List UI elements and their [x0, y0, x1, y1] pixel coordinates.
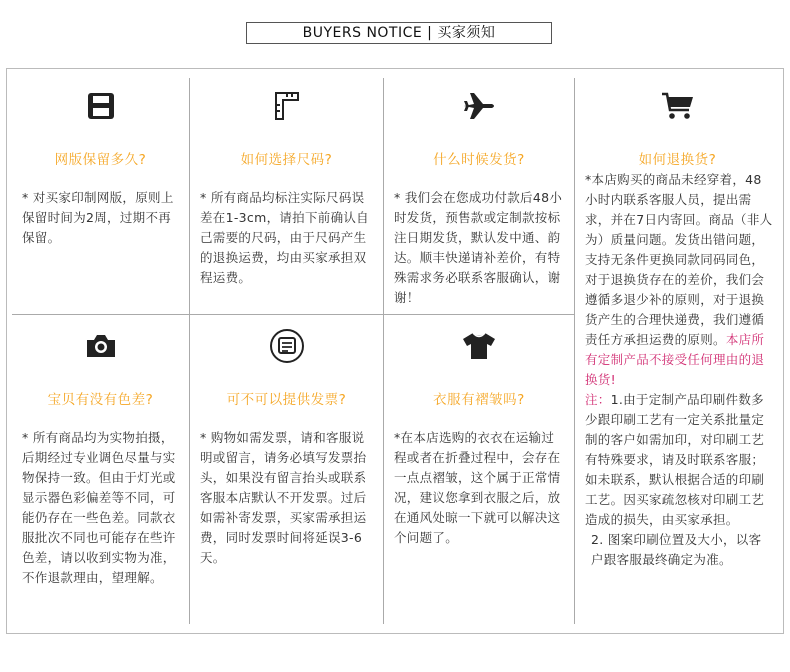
cell-title: 宝贝有没有色差?	[47, 392, 154, 408]
shopping-cart-icon	[575, 86, 780, 126]
cell-title: 如何选择尺码?	[240, 152, 333, 168]
note-label: 注：	[585, 392, 611, 407]
notes	[585, 390, 774, 570]
ruler-icon	[190, 86, 383, 126]
cell-body-wrap	[585, 170, 774, 570]
cell-body: * 所有商品均标注实际尺码误差在1-3cm，请拍下前确认自己需要的尺码，由于尺码产生的退换运费，均由买家承担双程运费。	[200, 190, 369, 285]
divider	[12, 314, 574, 315]
cell-title: 可不可以提供发票?	[226, 392, 347, 408]
notice-cell-plate-retention	[12, 86, 189, 306]
airplane-icon	[384, 86, 574, 126]
note-item: 2. 图案印刷位置及大小，以客户跟客服最终确定为准。	[591, 532, 762, 567]
cell-body: * 购物如需发票，请和客服说明或留言，请务必填写发票抬头，如果没有留言抬头或联系客服本店默认不开发票。过后如需补寄发票，买家需承担运费，同时发票时间将延误3-6天。	[200, 430, 367, 565]
note-item: 1.由于定制产品印刷件数多少跟印刷工艺有一定关系批量定制的客户如需加印，对印刷工艺有特殊要求，请及时联系客服；如未联系，默认根据合适的印刷工艺。因买家疏忽核对印刷工艺造成的损失，由买家承担。	[585, 392, 765, 527]
notice-cell-returns	[575, 86, 780, 626]
notice-cell-size	[190, 86, 383, 306]
notice-cell-wrinkles	[384, 326, 574, 626]
camera-icon	[12, 326, 189, 366]
tshirt-icon	[384, 326, 574, 366]
cell-body: *在本店选购的衣衣在运输过程或者在折叠过程中，会存在一点点褶皱，这个属于正常情况，建议您拿到衣服之后，放在通风处晾一下就可以解决这个问题了。	[394, 430, 561, 545]
notice-cell-shipping	[384, 86, 574, 306]
cell-body: * 对买家印制网版，原则上保留时间为2周，过期不再保留。	[22, 190, 174, 245]
cell-title: 衣服有褶皱吗?	[433, 392, 525, 408]
notice-cell-invoice	[190, 326, 383, 626]
highlight-text: 本店所有定制产品不接受任何理由的退换货!	[585, 332, 765, 387]
receipt-icon	[190, 326, 383, 366]
cell-title: 网版保留多久?	[54, 152, 147, 168]
cell-title: 什么时候发货?	[433, 152, 525, 168]
page-header: BUYERS NOTICE | 买家须知	[246, 22, 552, 44]
cell-title: 如何退换货?	[638, 152, 717, 168]
cell-body: * 所有商品均为实物拍摄，后期经过专业调色尽量与实物保持一致。但由于灯光或显示器色彩偏差等不同，可能仍存在一些色差。同款衣服批次不同也可能存在些许色差，请以收到实物为准，不作退款理由，望理解。	[22, 430, 176, 585]
cell-body: *本店购买的商品未经穿着，48小时内联系客服人员，提出需求，并在7日内寄回。商品（非人为）质量问题。发货出错问题，支持无条件更换同款同码同色，对于退换货存在的差价，我们会遵循多退少补的原则，对于退换货产生的合理快递费，我们遵循责任方承担运费的原则。	[585, 172, 773, 347]
floppy-disk-icon	[12, 86, 189, 126]
notice-cell-color	[12, 326, 189, 626]
cell-body: * 我们会在您成功付款后48小时发货，预售款或定制款按标注日期发货，默认发中通、韵达。顺丰快递请补差价，有特殊需求务必联系客服确认，谢谢！	[394, 190, 563, 305]
